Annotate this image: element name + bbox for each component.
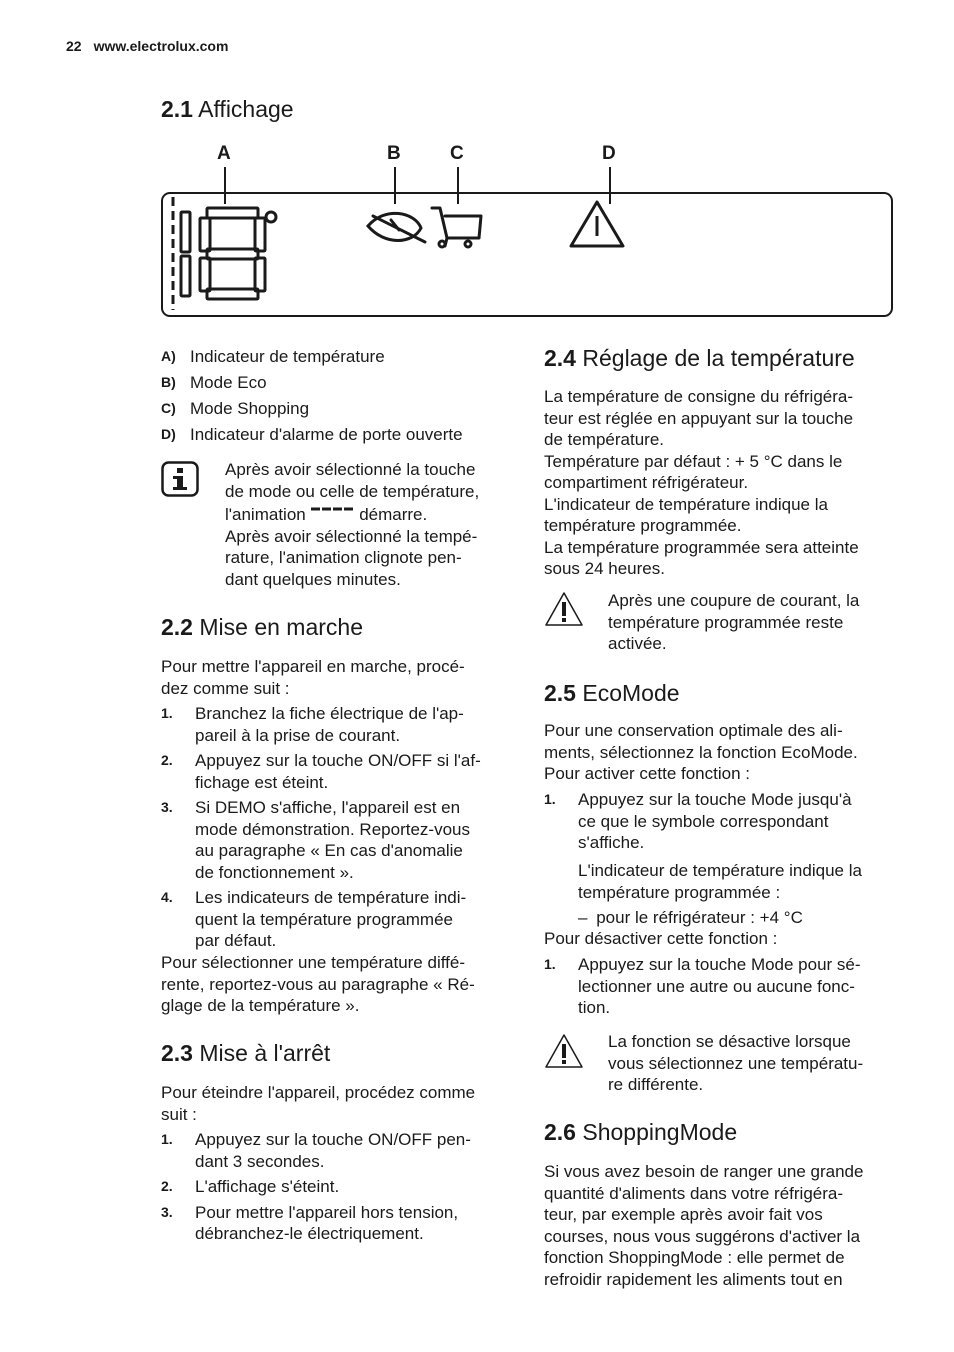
text-line: Température par défaut : + 5 °C dans le (544, 451, 843, 471)
step-number: 2. (161, 752, 173, 768)
door-alarm-warning-icon (571, 202, 623, 246)
note-line: rature, l'animation clignote pen- (225, 548, 462, 567)
text-line: Pour éteindre l'appareil, procédez comme (161, 1083, 476, 1102)
info-note-text (225, 459, 525, 590)
legend-text: Mode Eco (190, 373, 267, 392)
text-line: tion. (578, 998, 611, 1017)
text-line: courses, nous vous suggérons d'activer la (544, 1226, 861, 1246)
section-2-2-title (161, 614, 363, 641)
section-2-2-outro (161, 952, 521, 1017)
text-line: température programmée. (544, 516, 742, 535)
warning-note-text (608, 590, 908, 655)
section-title-text: ShoppingMode (582, 1119, 738, 1145)
text-line: au paragraphe « En cas d'anomalie (195, 841, 463, 860)
text-line: lectionner une autre ou aucune fonc- (578, 976, 855, 996)
text-line: fonction ShoppingMode : elle permet de (544, 1248, 845, 1267)
text-line: mode démonstration. Reportez-vous (195, 819, 470, 839)
step-number: 2. (161, 1178, 173, 1194)
text-line: fichage est éteint. (195, 772, 329, 792)
section-number: 2.4 (544, 345, 576, 371)
section-2-5-intro (544, 720, 904, 785)
text-line: rente, reportez-vous au paragraphe « Ré- (161, 974, 475, 994)
legend-item (161, 346, 521, 372)
animation-dashes-icon (310, 506, 354, 516)
text-line: Les indicateurs de température indi- (195, 888, 467, 907)
section-2-3-steps (161, 1129, 521, 1249)
section-2-5-steps (544, 789, 904, 858)
legend-key: B) (161, 374, 176, 390)
website-link[interactable]: www.electrolux.com (93, 38, 229, 54)
callout-b: B (387, 143, 401, 164)
step-number: 1. (161, 1131, 173, 1147)
text-line: L'affichage s'éteint. (195, 1177, 340, 1196)
info-icon (161, 461, 199, 497)
callout-c: C (450, 143, 464, 164)
callout-a: A (217, 143, 231, 164)
step-number: 1. (544, 791, 556, 807)
text-line: Si DEMO s'affiche, l'appareil est en (195, 798, 461, 817)
text-line: L'indicateur de température indique la (544, 494, 828, 514)
section-2-5-title (544, 680, 680, 707)
step-item (161, 1202, 521, 1245)
text-line: ments, sélectionnez la fonction EcoMode. (544, 742, 858, 762)
step-number: 3. (161, 799, 173, 815)
callout-d: D (602, 143, 616, 164)
temperature-digits-icon (181, 208, 276, 299)
text-line: Branchez la fiche électrique de l'ap- (195, 704, 464, 723)
display-legend (161, 346, 521, 450)
text-line: Pour activer cette fonction : (544, 764, 750, 783)
text-line: Pour mettre l'appareil en marche, procé- (161, 657, 465, 676)
note-line: La fonction se désactive lorsque (608, 1032, 851, 1051)
section-number: 2.6 (544, 1119, 576, 1145)
note-text-part: l'animation (225, 505, 306, 524)
text-line: La température de consigne du réfrigéra- (544, 387, 854, 406)
section-2-4-title (544, 345, 855, 372)
text-line: suit : (161, 1104, 197, 1124)
section-title-text: Mise à l'arrêt (199, 1040, 331, 1066)
text-line: Pour mettre l'appareil hors tension, (195, 1202, 459, 1222)
dash-list-item (578, 907, 908, 929)
section-number: 2.2 (161, 614, 193, 640)
text-line: Pour désactiver cette fonction : (544, 929, 778, 948)
section-2-6-title (544, 1119, 737, 1146)
text-line: La température programmée sera atteinte (544, 537, 859, 557)
warning-note-text (608, 1031, 908, 1096)
text-line: de température. (544, 430, 665, 449)
section-number: 2.3 (161, 1040, 193, 1066)
section-2-3-title (161, 1040, 330, 1067)
legend-item (161, 372, 521, 398)
text-line: L'indicateur de température indique la (578, 861, 862, 880)
text-line: quent la température programmée (195, 909, 453, 929)
legend-item (161, 398, 521, 424)
section-title-text: EcoMode (582, 680, 680, 706)
section-title-text: Affichage (198, 96, 294, 122)
text-line: Appuyez sur la touche Mode pour sé- (578, 955, 861, 974)
text-line: quantité d'aliments dans votre réfrigéra- (544, 1183, 844, 1203)
section-title-text: Réglage de la température (582, 345, 855, 371)
text-line: teur, par exemple après avoir fait vos (544, 1205, 823, 1224)
warning-icon (544, 1033, 584, 1069)
page-number: 22 (66, 38, 82, 54)
text-line: teur est réglée en appuyant sur la touche (544, 408, 854, 428)
step-item (161, 1129, 521, 1172)
section-2-2-steps (161, 703, 521, 952)
step-number: 1. (544, 956, 556, 972)
text-line: Appuyez sur la touche Mode jusqu'à (578, 790, 852, 809)
text-line: de fonctionnement ». (195, 862, 354, 882)
step-item (161, 797, 521, 883)
text-line: Si vous avez besoin de ranger une grande (544, 1162, 864, 1181)
step-item (544, 789, 904, 854)
section-2-5-step-extra (578, 860, 908, 903)
note-line: Après une coupure de courant, la (608, 591, 860, 610)
note-line: re différente. (608, 1075, 704, 1094)
text-line: Pour sélectionner une température diffé- (161, 953, 465, 972)
step-item (161, 1176, 521, 1198)
text-line: température programmée : (578, 882, 781, 902)
text-line: pour le réfrigérateur : +4 °C (596, 908, 803, 927)
note-text-part: démarre. (359, 505, 428, 524)
display-drawing (163, 194, 891, 315)
note-line-animation (225, 504, 525, 526)
section-2-1-title (161, 96, 294, 123)
text-line: débranchez-le électriquement. (195, 1224, 424, 1243)
text-line: pareil à la prise de courant. (195, 725, 401, 745)
section-2-2-intro (161, 656, 521, 699)
step-item (161, 887, 521, 952)
section-number: 2.1 (161, 96, 193, 122)
note-line: dant quelques minutes. (225, 569, 401, 589)
text-line: refroidir rapidement les aliments tout en (544, 1269, 843, 1289)
warning-icon (544, 591, 584, 627)
text-line: Pour une conservation optimale des ali- (544, 721, 843, 740)
text-line: sous 24 heures. (544, 559, 665, 578)
step-item (161, 750, 521, 793)
legend-text: Indicateur de température (190, 347, 385, 366)
text-line: Appuyez sur la touche ON/OFF pen- (195, 1130, 471, 1149)
section-2-3-intro (161, 1082, 521, 1125)
text-line: compartiment réfrigérateur. (544, 473, 749, 492)
text-line: s'affiche. (578, 833, 645, 852)
step-number: 1. (161, 705, 173, 721)
section-2-5-deactivate (544, 928, 904, 950)
text-line: dant 3 secondes. (195, 1151, 325, 1171)
text-line: dez comme suit : (161, 678, 290, 698)
page-header (66, 38, 228, 54)
note-line: activée. (608, 634, 667, 653)
section-title-text: Mise en marche (199, 614, 363, 640)
text-line: Appuyez sur la touche ON/OFF si l'af- (195, 751, 481, 770)
text-line: par défaut. (195, 931, 277, 950)
section-2-5-steps-2 (544, 954, 904, 1023)
note-line: Après avoir sélectionné la tempé- (225, 526, 478, 546)
section-2-4-body (544, 386, 904, 580)
section-number: 2.5 (544, 680, 576, 706)
note-line: température programmée reste (608, 612, 844, 632)
legend-item (161, 424, 521, 450)
text-line: ce que le symbole correspondant (578, 811, 829, 831)
step-item (544, 954, 904, 1019)
eco-leaf-icon (368, 213, 425, 242)
note-line: de mode ou celle de température, (225, 481, 480, 501)
legend-text: Mode Shopping (190, 399, 310, 418)
step-number: 3. (161, 1203, 173, 1220)
display-panel (161, 192, 893, 317)
text-line: glage de la température ». (161, 996, 360, 1015)
step-number: 4. (161, 889, 173, 905)
legend-key: C) (161, 400, 176, 416)
note-line: vous sélectionnez une températu- (608, 1053, 864, 1073)
dash-bullet: – (578, 908, 588, 927)
note-line: Après avoir sélectionné la touche (225, 460, 476, 479)
step-item (161, 703, 521, 746)
shopping-cart-icon (432, 208, 481, 247)
section-2-6-body (544, 1161, 914, 1290)
legend-key: D) (161, 426, 176, 442)
legend-key: A) (161, 348, 176, 364)
legend-text: Indicateur d'alarme de porte ouverte (190, 425, 463, 444)
